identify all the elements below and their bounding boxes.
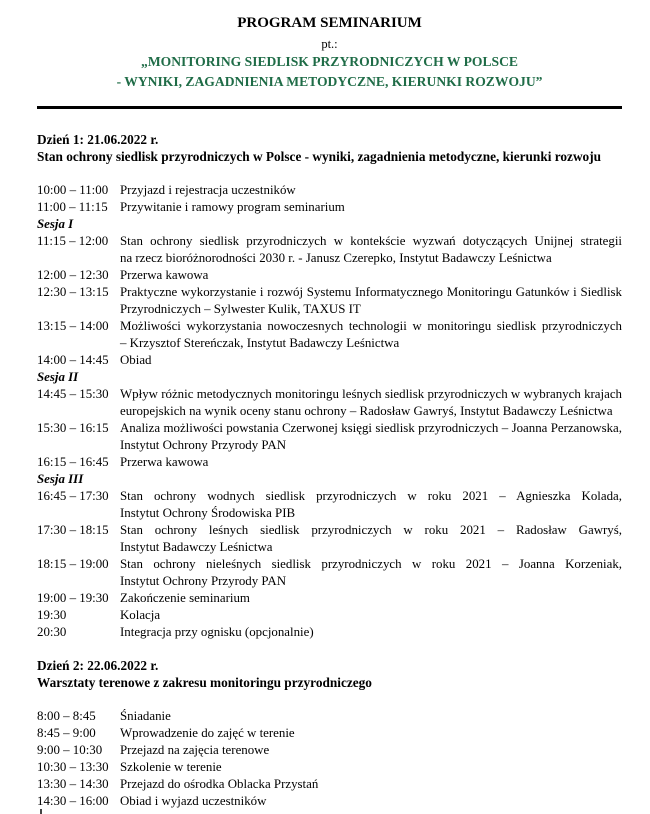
schedule-row	[37, 624, 622, 641]
event-text-line: Kolacja	[120, 608, 161, 622]
schedule-row	[37, 488, 622, 522]
horizontal-rule	[37, 106, 622, 109]
time-range: 19:30	[37, 608, 67, 622]
event-text-line: Instytut Ochrony Środowiska PIB	[120, 506, 296, 520]
time-range: 15:30 – 16:15	[37, 421, 109, 435]
event-text-line: na rzecz bioróżnorodności 2030 r. - Janusz Czerepko, Instytut Badawczy Leśnictwa	[120, 251, 552, 265]
document-title: PROGRAM SEMINARIUM	[237, 15, 422, 31]
schedule-row	[37, 454, 622, 471]
event-description	[120, 708, 622, 725]
time-range: 13:15 – 14:00	[37, 319, 109, 333]
time-range: 8:45 – 9:00	[37, 726, 96, 740]
event-text-line: Stan ochrony siedlisk przyrodniczych w kontekście wyzwań dotyczących Unijnej strategii	[120, 234, 622, 248]
event-description	[120, 759, 622, 776]
time-range: 17:30 – 18:15	[37, 523, 109, 537]
event-description	[120, 199, 622, 216]
seminar-theme-title-line2: - WYNIKI, ZAGADNIENIA METODYCZNE, KIERUNKI ROZWOJU”	[116, 74, 543, 89]
time-range: 9:00 – 10:30	[37, 743, 103, 757]
event-description	[120, 386, 622, 420]
event-text-line: Zakończenie seminarium	[120, 591, 250, 605]
schedule-row	[37, 182, 622, 199]
event-description	[120, 556, 622, 590]
schedule-row	[37, 759, 622, 776]
schedule-row	[37, 708, 622, 725]
event-text-line: Instytut Ochrony Przyrody PAN	[120, 438, 287, 452]
event-text-line: Instytut Badawczy Leśnictwa	[120, 540, 273, 554]
event-description	[120, 233, 622, 267]
time-range: 12:00 – 12:30	[37, 268, 109, 282]
schedule-row	[37, 522, 622, 556]
event-description	[120, 488, 622, 522]
event-text-line: Stan ochrony wodnych siedlisk przyrodniczych w roku 2021 – Agnieszka Kolada,	[120, 489, 622, 503]
time-range: 8:00 – 8:45	[37, 709, 96, 723]
event-text-line: Praktyczne wykorzystanie i rozwój Systemu Informatycznego Monitoringu Gatunków i Siedlisk	[120, 285, 622, 299]
time-range: 13:30 – 14:30	[37, 777, 109, 791]
day-2-subheading: Warsztaty terenowe z zakresu monitoringu przyrodniczego	[37, 675, 372, 690]
event-text-line: Śniadanie	[120, 709, 171, 723]
schedule-row	[37, 233, 622, 267]
event-text-line: – Krzysztof Stereńczak, Instytut Badawczy Leśnictwa	[120, 336, 400, 350]
schedule-row	[37, 386, 622, 420]
schedule-row	[37, 725, 622, 742]
event-text-line: Przejazd na zajęcia terenowe	[120, 743, 270, 757]
event-description	[120, 793, 622, 810]
event-text-line: Analiza możliwości powstania Czerwonej księgi siedlisk przyrodniczych – Joanna Perzanowska,	[120, 421, 622, 435]
event-description	[120, 454, 622, 471]
schedule-row	[37, 742, 622, 759]
event-description	[120, 590, 622, 607]
schedule-row	[37, 607, 622, 624]
time-range: 18:15 – 19:00	[37, 557, 109, 571]
event-description	[120, 182, 622, 199]
event-text-line: Wpływ różnic metodycznych monitoringu leśnych siedlisk przyrodniczych w wybranych krajach	[120, 387, 622, 401]
cropped-next-line-fragment	[40, 809, 42, 814]
event-description	[120, 725, 622, 742]
event-description	[120, 284, 622, 318]
event-text-line: Stan ochrony nieleśnych siedlisk przyrodniczych w roku 2021 – Joanna Korzeniak,	[120, 557, 622, 571]
time-range: 14:00 – 14:45	[37, 353, 109, 367]
schedule-row	[37, 420, 622, 454]
schedule-row	[37, 267, 622, 284]
schedule-row	[37, 318, 622, 352]
day-2-block	[37, 657, 622, 810]
time-range: 20:30	[37, 625, 67, 639]
day-2-heading: Dzień 2: 22.06.2022 r.	[37, 658, 159, 673]
schedule-row	[37, 590, 622, 607]
schedule	[37, 131, 622, 810]
schedule-row	[37, 776, 622, 793]
event-text-line: Obiad i wyjazd uczestników	[120, 794, 267, 808]
schedule-row	[37, 793, 622, 810]
event-description	[120, 607, 622, 624]
time-range: 19:00 – 19:30	[37, 591, 109, 605]
event-description	[120, 318, 622, 352]
time-range: 11:15 – 12:00	[37, 234, 109, 248]
event-text-line: Możliwości wykorzystania nowoczesnych technologii w monitoringu siedlisk przyrodniczych	[120, 319, 622, 333]
session-heading: Sesja III	[37, 472, 84, 486]
time-range: 16:15 – 16:45	[37, 455, 109, 469]
event-text-line: Przerwa kawowa	[120, 268, 209, 282]
event-text-line: Przywitanie i ramowy program seminarium	[120, 200, 345, 214]
schedule-row	[37, 199, 622, 216]
time-range: 10:00 – 11:00	[37, 183, 109, 197]
time-range: 16:45 – 17:30	[37, 489, 109, 503]
time-range: 14:30 – 16:00	[37, 794, 109, 808]
event-description	[120, 267, 622, 284]
event-text-line: Obiad	[120, 353, 152, 367]
schedule-row	[37, 556, 622, 590]
event-text-line: Przyrodniczych – Sylwester Kulik, TAXUS IT	[120, 302, 361, 316]
event-text-line: Przejazd do ośrodka Oblacka Przystań	[120, 777, 319, 791]
event-text-line: Integracja przy ognisku (opcjonalnie)	[120, 625, 314, 639]
day-1-rows	[37, 182, 622, 641]
event-text-line: Szkolenie w terenie	[120, 760, 222, 774]
event-text-line: Przerwa kawowa	[120, 455, 209, 469]
seminar-theme-title-line1: „MONITORING SIEDLISK PRZYRODNICZYCH W POLSCE	[141, 54, 518, 69]
time-range: 12:30 – 13:15	[37, 285, 109, 299]
time-range: 14:45 – 15:30	[37, 387, 109, 401]
day-2-rows	[37, 708, 622, 810]
event-description	[120, 522, 622, 556]
event-description	[120, 742, 622, 759]
day-1-heading: Dzień 1: 21.06.2022 r.	[37, 132, 159, 147]
day-1-block	[37, 131, 622, 641]
session-heading: Sesja II	[37, 370, 79, 384]
time-range: 10:30 – 13:30	[37, 760, 109, 774]
schedule-row	[37, 352, 622, 369]
event-text-line: Wprowadzenie do zajęć w terenie	[120, 726, 295, 740]
event-description	[120, 776, 622, 793]
time-range: 11:00 – 11:15	[37, 200, 108, 214]
event-text-line: Przyjazd i rejestracja uczestników	[120, 183, 296, 197]
event-description	[120, 420, 622, 454]
event-text-line: Instytut Ochrony Przyrody PAN	[120, 574, 287, 588]
event-description	[120, 352, 622, 369]
event-text-line: europejskich na wynik oceny stanu ochrony – Radosław Gawryś, Instytut Badawczy Leśnictwa	[120, 404, 613, 418]
session-heading: Sesja I	[37, 217, 74, 231]
day-1-subheading: Stan ochrony siedlisk przyrodniczych w Polsce - wyniki, zagadnienia metodyczne, kierunki rozwoju	[37, 149, 602, 164]
schedule-row	[37, 284, 622, 318]
event-description	[120, 624, 622, 641]
event-text-line: Stan ochrony leśnych siedlisk przyrodniczych w roku 2021 – Radosław Gawryś,	[120, 523, 622, 537]
title-prefix: pt.:	[321, 37, 338, 51]
